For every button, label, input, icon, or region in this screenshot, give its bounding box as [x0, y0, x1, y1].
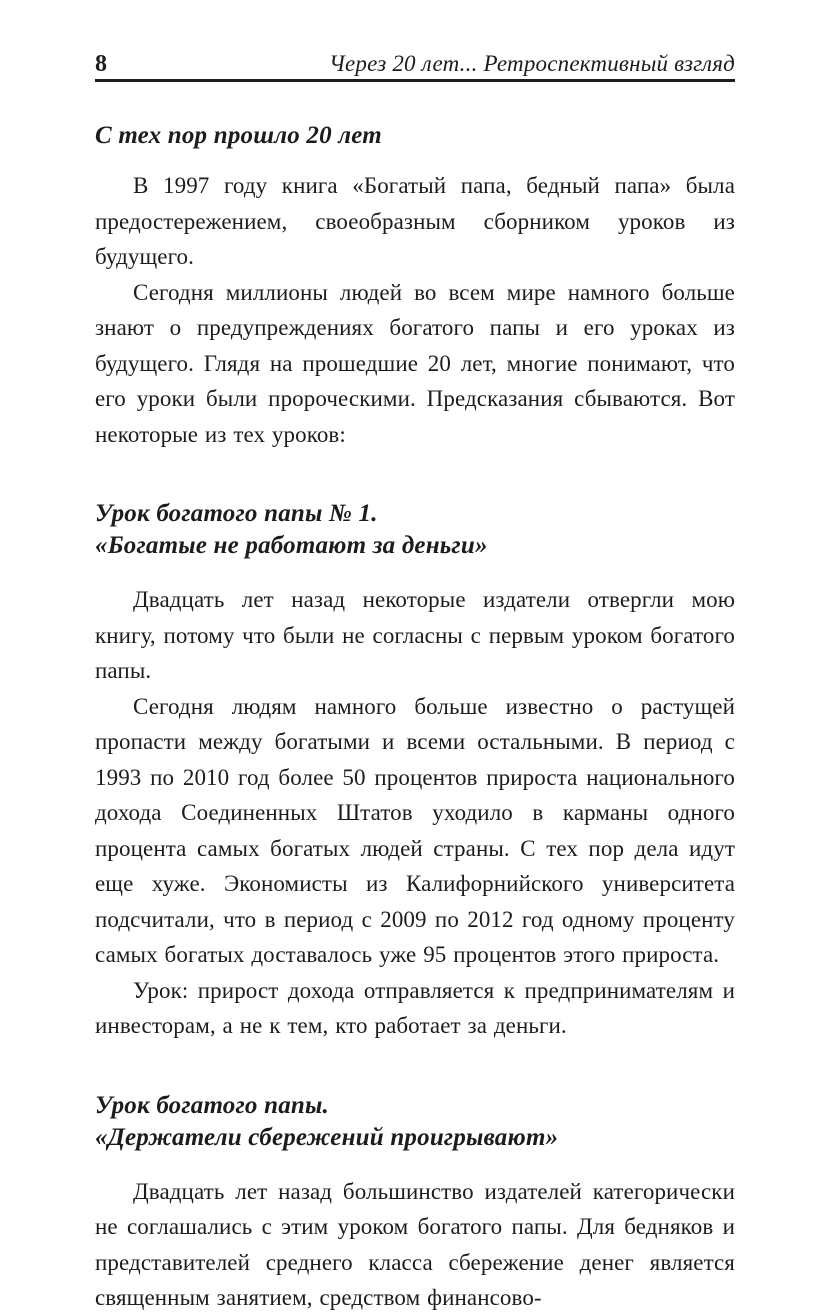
paragraph: Урок: прирост дохода отправляется к предпринимателям и инвесторам, а не к тем, кто работает за деньги. [95, 977, 735, 1038]
paragraph: Сегодня людям намного больше известно о растущей пропасти между богатыми и всеми остальными. В период с 1993 по 2010 год более 50 процентов прироста национального дохода Соединенных Штатов уходило в карманы одного процента самых богатых людей страны. С тех пор дела идут еще хуже. Экономисты из Калифорнийского университета подсчитали, что в период с 2009 по 2012 год одному проценту самых богатых доставалось уже 95 процентов этого прироста. [95, 693, 735, 967]
section-heading [95, 120, 735, 152]
section-heading-line: «Держатели сбережений проигрывают» [95, 1123, 559, 1151]
section-heading-line: «Богатые не работают за деньги» [95, 532, 488, 559]
paragraph: Сегодня миллионы людей во всем мире намного больше знают о предупреждениях богатого папы и его уроках из будущего. Глядя на прошедшие 20 лет, многие понимают, что его уроки были пророческими. Предсказания сбываются. Вот некоторые из тех уроков: [95, 279, 735, 447]
paragraph: Двадцать лет назад некоторые издатели отвергли мою книгу, потому что были не согласны с первым уроком богатого папы. [95, 587, 735, 683]
section-intro [95, 120, 735, 452]
section-heading [95, 498, 735, 562]
section-lesson-1 [95, 498, 735, 1044]
page-header [95, 52, 735, 82]
section-heading [95, 1090, 735, 1154]
section-heading-line: Урок богатого папы № 1. [95, 500, 378, 527]
section-heading-line: Урок богатого папы. [95, 1091, 329, 1119]
paragraph: В 1997 году книга «Богатый папа, бедный папа» была предостережением, своеобразным сборником уроков из будущего. [95, 173, 735, 269]
running-title: Через 20 лет... Ретроспективный взгляд [328, 51, 735, 76]
paragraph: Двадцать лет назад большинство издателей категорически не соглашались с этим уроком богатого папы. Для бедняков и представителей среднего класса сбережение денег является священным занятием, средством финансово- [95, 1178, 735, 1310]
section-lesson-savers [95, 1090, 735, 1316]
section-heading-line: С тех пор прошло 20 лет [95, 122, 382, 149]
page-number: 8 [95, 51, 107, 77]
